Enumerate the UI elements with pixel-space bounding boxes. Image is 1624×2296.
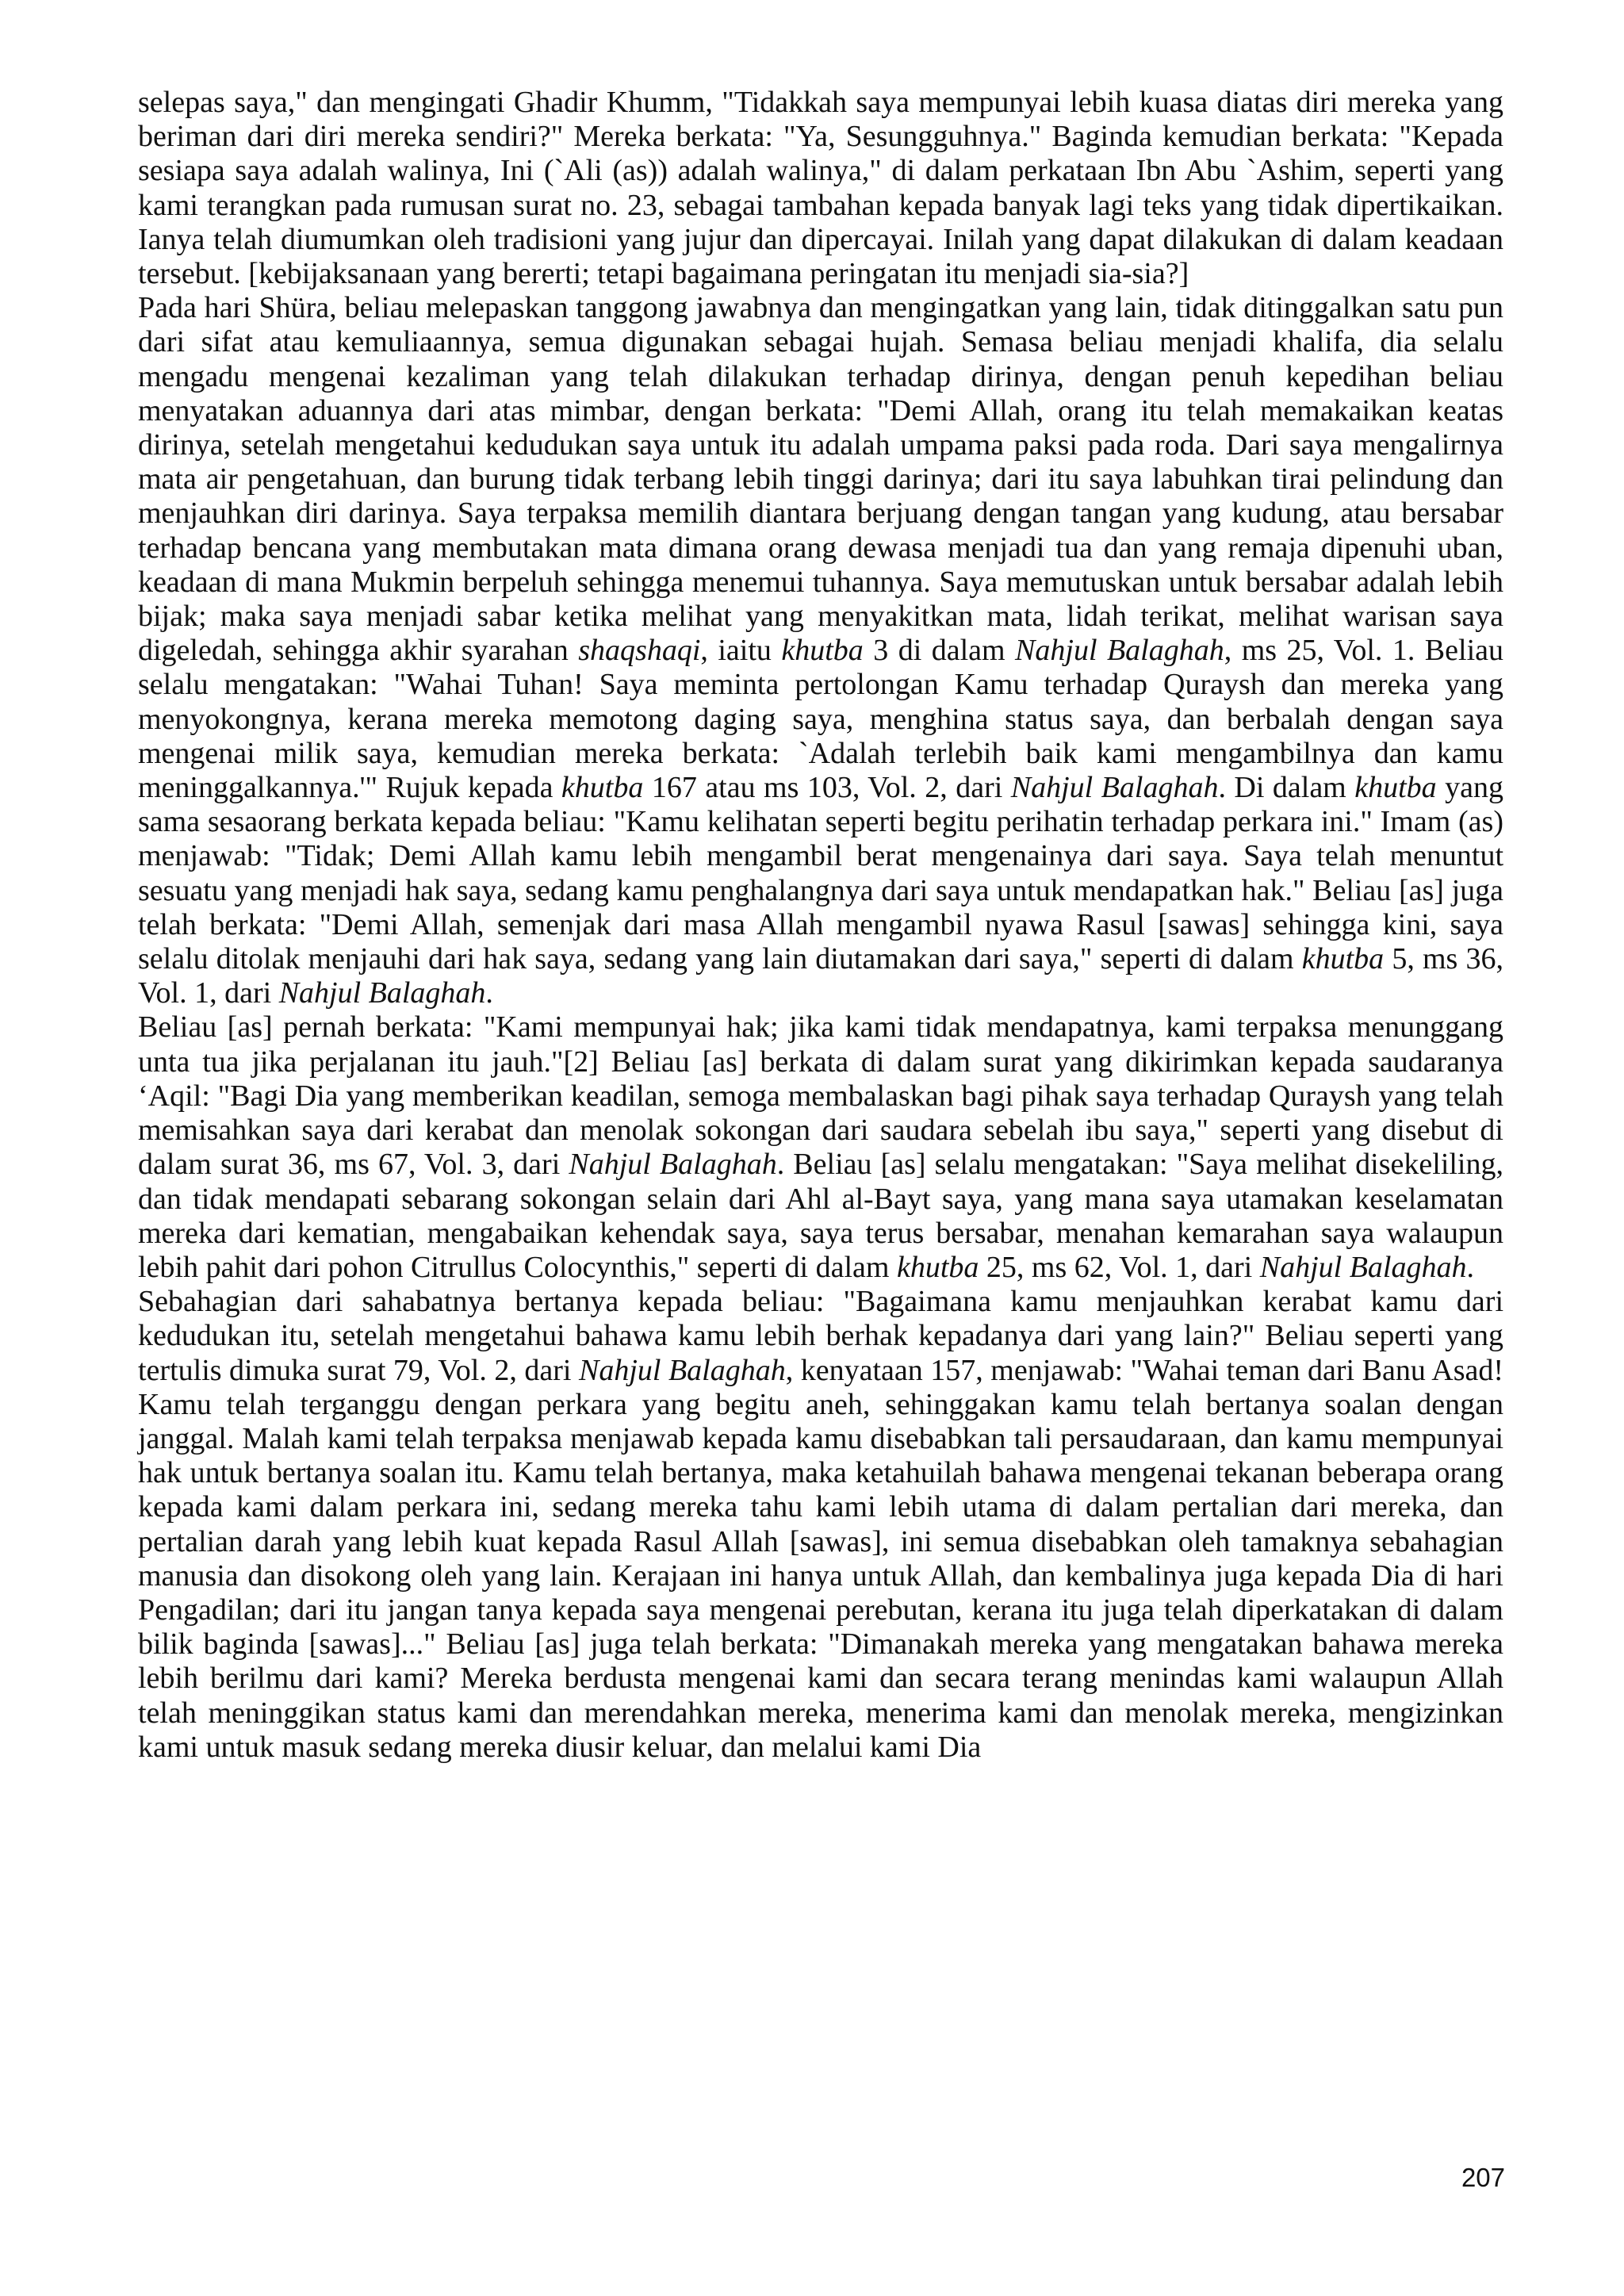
italic-text: khutba bbox=[781, 634, 864, 668]
text-run: Sebahagian dari sahabatnya bertanya kepada beliau: "Bagaimana kamu menjauhkan kerabat kamu dari kedudukan itu, setelah mengetahui bahawa kamu lebih berhak kepadanya dari yang lain?" Beliau seperti yang tertulis dimuka surat 79, Vol. 2, dari bbox=[138, 1285, 1503, 1387]
italic-text: khutba bbox=[1301, 942, 1385, 976]
italic-text: shaqshaqi bbox=[578, 634, 701, 668]
text-run: Beliau [as] pernah berkata: "Kami mempunyai hak; jika kami tidak mendapatnya, kami terpaksa menunggang unta tua jika perjalanan itu jauh."[2] Beliau [as] berkata di dalam surat yang dikirimkan kepada saudaranya ‘Aqil: "Bagi Dia yang memberikan keadilan, semoga membalaskan bagi pihak saya terhadap Quraysh yang telah memisahkan saya dari kerabat dan menolak sokongan dari saudara sebelah ibu saya," seperti yang disebut di dalam surat 36, ms 67, Vol. 3, dari bbox=[138, 1010, 1503, 1182]
page-number: 207 bbox=[1461, 2163, 1505, 2192]
text-run: 25, ms 62, Vol. 1, dari bbox=[979, 1250, 1260, 1284]
text-run: 167 atau ms 103, Vol. 2, dari bbox=[643, 771, 1011, 805]
paragraph bbox=[138, 291, 1503, 1010]
italic-text: Nahjul Balaghah bbox=[1259, 1250, 1467, 1284]
italic-text: khutba bbox=[561, 771, 644, 805]
text-run: , kenyataan 157, menjawab: "Wahai teman dari Banu Asad! Kamu telah terganggu dengan perkara yang begitu aneh, sehinggakan kamu telah bertanya soalan dengan janggal. Malah kami telah terpaksa menjawab kepada kamu disebabkan tali persaudaraan, dan kamu mempunyai hak untuk bertanya soalan itu. Kamu telah bertanya, maka ketahuilah bahawa mengenai tekanan beberapa orang kepada kami dalam perkara ini, sedang mereka tahu kami lebih utama di dalam pertalian dari mereka, dan pertalian darah yang lebih kuat kepada Rasul Allah [sawas], ini semua disebabkan oleh tamaknya sebahagian manusia dan disokong oleh yang lain. Kerajaan ini hanya untuk Allah, dan kembalinya juga kepada Dia di hari Pengadilan; dari itu jangan tanya kepada saya mengenai perebutan, kerana itu juga telah diperkatakan di dalam bilik baginda [sawas]..." Beliau [as] juga telah berkata: "Dimanakah mereka yang mengatakan bahawa mereka lebih berilmu dari kami? Mereka berdusta mengenai kami dan secara terang menindas kami walaupun Allah telah meninggikan status kami dan merendahkan mereka, menerima kami dan menolak mereka, mengizinkan kami untuk masuk sedang mereka diusir keluar, dan melalui kami Dia bbox=[138, 1353, 1503, 1764]
italic-text: Nahjul Balaghah bbox=[1010, 771, 1219, 805]
text-run: . Di dalam bbox=[1218, 771, 1355, 805]
italic-text: Nahjul Balaghah bbox=[569, 1148, 777, 1182]
text-run: selepas saya," dan mengingati Ghadir Khumm, "Tidakkah saya mempunyai lebih kuasa diatas diri mereka yang beriman dari diri mereka sendiri?" Mereka berkata: "Ya, Sesungguhnya." Baginda kemudian berkata: "Kepada sesiapa saya adalah walinya, Ini (`Ali (as)) adalah walinya," di dalam perkataan Ibn Abu `Ashim, seperti yang kami terangkan pada rumusan surat no. 23, sebagai tambahan kepada banyak lagi teks yang tidak dipertikaikan. Ianya telah diumumkan oleh tradisioni yang jujur dan dipercayai. Inilah yang dapat dilakukan di dalam keadaan tersebut. [kebijaksanaan yang bererti; tetapi bagaimana peringatan itu menjadi sia-sia?] bbox=[138, 86, 1503, 291]
body-text bbox=[138, 86, 1503, 1765]
italic-text: khutba bbox=[896, 1250, 979, 1284]
paragraph bbox=[138, 1010, 1503, 1285]
italic-text: Nahjul Balaghah bbox=[278, 976, 486, 1010]
italic-text: khutba bbox=[1354, 771, 1437, 805]
text-run: Pada hari Shüra, beliau melepaskan tanggong jawabnya dan mengingatkan yang lain, tidak ditinggalkan satu pun dari sifat atau kemuliaannya, semua digunakan sebagai hujah. Semasa beliau menjadi khalifa, dia selalu mengadu mengenai kezaliman yang telah dilakukan terhadap dirinya, dengan penuh kepedihan beliau menyatakan aduannya dari atas mimbar, dengan berkata: "Demi Allah, orang itu telah memakaikan keatas dirinya, setelah mengetahui kedudukan saya untuk itu adalah umpama paksi pada roda. Dari saya mengalirnya mata air pengetahuan, dan burung tidak terbang lebih tinggi darinya; dari itu saya labuhkan tirai pelindung dan menjauhkan diri darinya. Saya terpaksa memilih diantara berjuang dengan tangan yang kudung, atau bersabar terhadap bencana yang membutakan mata dimana orang dewasa menjadi tua dan yang remaja dipenuhi uban, keadaan di mana Mukmin berpeluh sehingga menemui tuhannya. Saya memutuskan untuk bersabar adalah lebih bijak; maka saya menjadi sabar ketika melihat yang menyakitkan mata, lidah terikat, melihat warisan saya digeledah, sehingga akhir syarahan bbox=[138, 291, 1503, 668]
text-run: . bbox=[485, 976, 493, 1010]
text-run: , iaitu bbox=[700, 634, 782, 668]
text-run: 5, ms 36, Vol. 1, dari bbox=[138, 942, 1503, 1010]
paragraph bbox=[138, 86, 1503, 291]
text-run: , ms 25, Vol. 1. Beliau selalu mengatakan: "Wahai Tuhan! Saya meminta pertolongan Kamu terhadap Quraysh dan mereka yang menyokongnya, kerana mereka memotong daging saya, menghina status saya, dan berbalah dengan saya mengenai milik saya, kemudian mereka berkata: `Adalah terlebih baik kami mengambilnya dan kamu meninggalkannya.'" Rujuk kepada bbox=[138, 634, 1503, 805]
paragraph bbox=[138, 1285, 1503, 1765]
text-run: 3 di dalam bbox=[863, 634, 1016, 668]
italic-text: Nahjul Balaghah bbox=[1015, 634, 1224, 668]
text-run: . bbox=[1466, 1250, 1474, 1284]
text-run: . Beliau [as] selalu mengatakan: "Saya melihat disekeliling, dan tidak mendapati sebarang sokongan selain dari Ahl al-Bayt saya, yang mana saya utamakan keselamatan mereka dari kematian, mengabaikan kehendak saya, saya terus bersabar, menahan kemarahan saya walaupun lebih pahit dari pohon Citrullus Colocynthis," seperti di dalam bbox=[138, 1148, 1503, 1284]
text-run: yang sama sesaorang berkata kepada beliau: "Kamu kelihatan seperti begitu perihatin terhadap perkara ini." Imam (as) menjawab: "Tidak; Demi Allah kamu lebih mengambil berat mengenainya dari saya. Saya telah menuntut sesuatu yang menjadi hak saya, sedang kamu penghalangnya dari saya untuk mendapatkan hak." Beliau [as] juga telah berkata: "Demi Allah, semenjak dari masa Allah mengambil nyawa Rasul [sawas] sehingga kini, saya selalu ditolak menjauhi dari hak saya, sedang yang lain diutamakan dari saya," seperti di dalam bbox=[138, 771, 1503, 976]
italic-text: Nahjul Balaghah bbox=[578, 1353, 786, 1387]
